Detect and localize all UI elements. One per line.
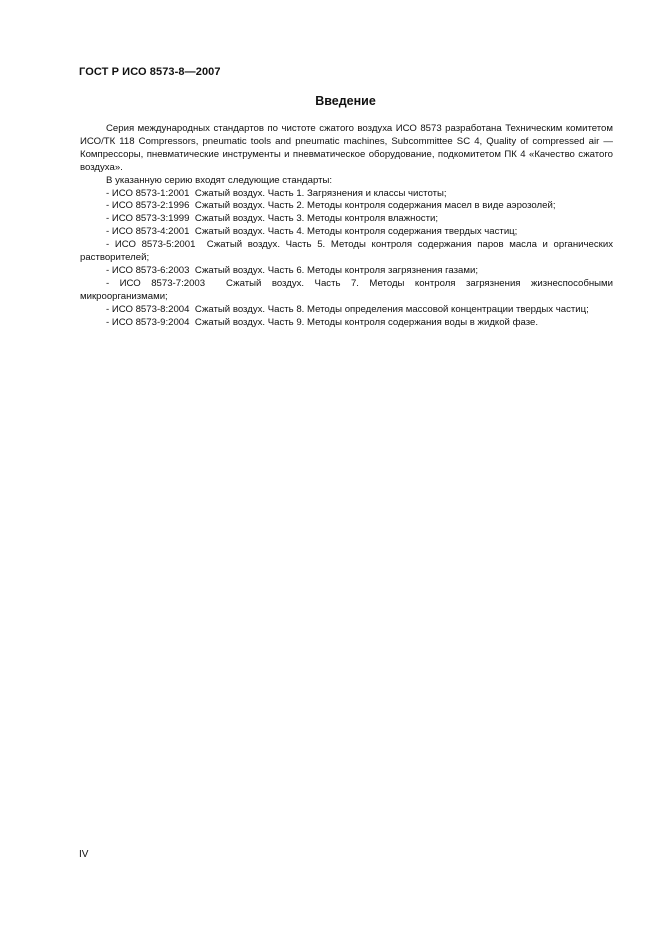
standard-code: - ИСО 8573-3:1999	[106, 213, 190, 225]
introduction-body	[80, 123, 613, 330]
intro-lead: В указанную серию входят следующие стандарты:	[106, 174, 333, 186]
list-item	[80, 317, 613, 330]
list-item	[80, 226, 613, 239]
standard-code: - ИСО 8573-8:2004	[106, 303, 190, 315]
page-number: IV	[79, 849, 89, 860]
section-title: Введение	[315, 94, 376, 108]
list-item	[80, 200, 613, 213]
standard-title: Сжатый воздух. Часть 9. Методы контроля содержания воды в жидкой фазе.	[194, 316, 538, 328]
standard-code: - ИСО 8573-2:1996	[106, 200, 190, 212]
standard-title: Сжатый воздух. Часть 2. Методы контроля содержания масел в виде аэрозолей;	[194, 200, 556, 212]
standard-code: - ИСО 8573-5:2001	[106, 239, 196, 251]
list-item	[80, 278, 613, 304]
standard-code: - ИСО 8573-4:2001	[106, 226, 190, 238]
standard-title: Сжатый воздух. Часть 6. Методы контроля загрязнения газами;	[194, 264, 479, 276]
standard-title: Сжатый воздух. Часть 8. Методы определения массовой концентрации твердых частиц;	[194, 303, 589, 315]
standard-title: Сжатый воздух. Часть 5. Методы контроля содержания паров масла и органических растворителей;	[80, 239, 613, 264]
list-item	[80, 239, 613, 265]
standard-title: Сжатый воздух. Часть 4. Методы контроля содержания твердых частиц;	[194, 226, 518, 238]
standard-code: - ИСО 8573-6:2003	[106, 264, 190, 276]
standards-list	[80, 188, 613, 330]
standard-header: ГОСТ Р ИСО 8573-8—2007	[79, 66, 221, 78]
list-item	[80, 213, 613, 226]
list-item	[80, 188, 613, 201]
list-item	[80, 265, 613, 278]
standard-title: Сжатый воздух. Часть 7. Методы контроля загрязнения жизнеспособными микроорганизмами;	[80, 277, 613, 302]
standard-code: - ИСО 8573-7:2003	[106, 277, 206, 289]
standard-title: Сжатый воздух. Часть 3. Методы контроля влажности;	[194, 213, 439, 225]
list-item	[80, 304, 613, 317]
standard-code: - ИСО 8573-1:2001	[106, 187, 190, 199]
intro-paragraph: Серия международных стандартов по чистоте сжатого воздуха ИСО 8573 разработана Техническим комитетом ИСО/ТК 118 Compressors, pneumatic tools and pneumatic machines, Subcommittee SC 4, Quality of compressed air — Компрессоры, пневматические инструменты и пневматическое оборудование, подкомитетом ПК 4 «Качество сжатого воздуха».	[80, 123, 613, 173]
standard-code: - ИСО 8573-9:2004	[106, 316, 190, 328]
standard-title: Сжатый воздух. Часть 1. Загрязнения и классы чистоты;	[194, 187, 447, 199]
